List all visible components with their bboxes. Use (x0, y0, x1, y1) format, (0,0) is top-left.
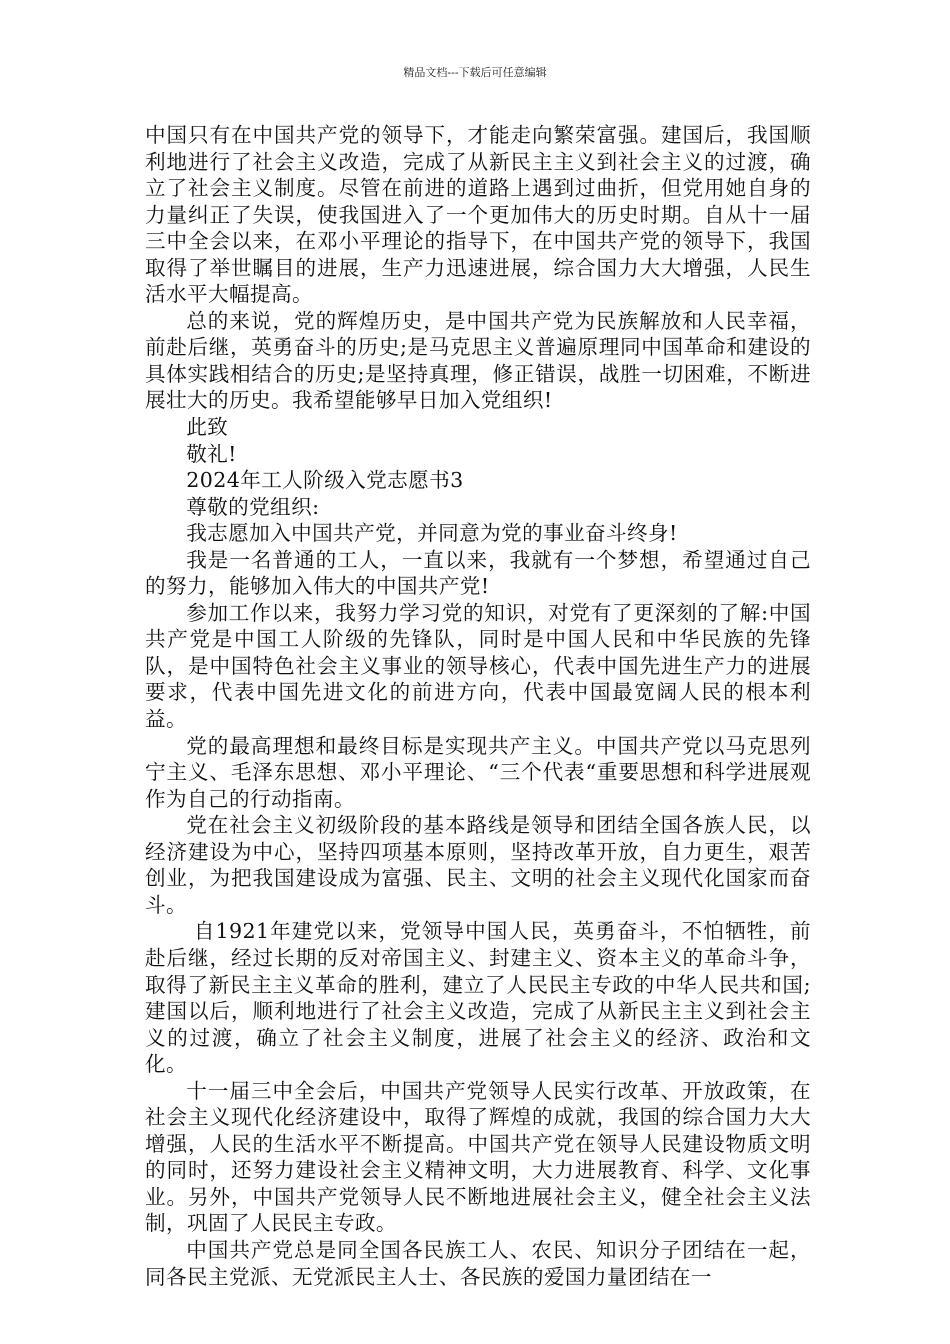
paragraph: 我志愿加入中国共产党，并同意为党的事业奋斗终身! (186, 521, 678, 546)
paragraph: 党的最高理想和最终目标是实现共产主义。中国共产党以马克思列宁主义、毛泽东思想、邓小平理论、“三个代表“重要思想和科学进展观作为自己的行动指南。 (145, 733, 811, 811)
document-body (145, 122, 811, 1290)
paragraph: 党在社会主义初级阶段的基本路线是领导和团结全国各族人民，以经济建设为中心，坚持四项基本原则，坚持改革开放，自力更生，艰苦创业，为把我国建设成为富强、民主、文明的社会主义现代化国家而奋斗。 (145, 813, 811, 917)
paragraph: 自1921年建党以来，党领导中国人民，英勇奋斗，不怕牺牲，前赴后继，经过长期的反对帝国主义、封建主义、资本主义的革命斗争，取得了新民主主义革命的胜利，建立了人民民主专政的中华人民共和国;建国以后，顺利地进行了社会主义改造，完成了从新民主主义到社会主义的过渡，确立了社会主义制度，进展了社会主义的经济、政治和文化。 (145, 919, 811, 1077)
paragraph: 中国共产党总是同全国各民族工人、农民、知识分子团结在一起，同各民主党派、无党派民主人士、各民族的爱国力量团结在一 (145, 1237, 811, 1289)
closing-regards: 敬礼! (186, 441, 237, 466)
paragraph: 我是一名普通的工人，一直以来，我就有一个梦想，希望通过自己的努力，能够加入伟大的中国共产党! (145, 547, 811, 599)
section-title: 2024年工人阶级入党志愿书3 (186, 468, 464, 493)
closing-salutation: 此致 (186, 415, 229, 440)
paragraph: 中国只有在中国共产党的领导下，才能走向繁荣富强。建国后，我国顺利地进行了社会主义改造，完成了从新民主主义到社会主义的过渡，确立了社会主义制度。尽管在前进的道路上遇到过曲折，但党用她自身的力量纠正了失误，使我国进入了一个更加伟大的历史时期。自从十一届三中全会以来，在邓小平理论的指导下，在中国共产党的领导下，我国取得了举世瞩目的进展，生产力迅速进展，综合国力大大增强，人民生活水平大幅提高。 (145, 123, 811, 307)
paragraph: 十一届三中全会后，中国共产党领导人民实行改革、开放政策，在社会主义现代化经济建设中，取得了辉煌的成就，我国的综合国力大大增强，人民的生活水平不断提高。中国共产党在领导人民建设物质文明的同时，还努力建设社会主义精神文明，大力进展教育、科学、文化事业。另外，中国共产党领导人民不断地进展社会主义，健全社会主义法制，巩固了人民民主专政。 (145, 1078, 811, 1236)
page-header: 精品文档---下载后可任意编辑 (403, 66, 547, 79)
letter-greeting: 尊敬的党组织: (186, 494, 320, 519)
paragraph: 总的来说，党的辉煌历史，是中国共产党为民族解放和人民幸福，前赴后继，英勇奋斗的历史;是马克思主义普遍原理同中国革命和建设的具体实践相结合的历史;是坚持真理，修正错误，战胜一切困难，不断进展壮大的历史。我希望能够早日加入党组织! (145, 308, 811, 413)
paragraph: 参加工作以来，我努力学习党的知识，对党有了更深刻的了解:中国共产党是中国工人阶级的先锋队，同时是中国人民和中华民族的先锋队，是中国特色社会主义事业的领导核心，代表中国先进生产力的进展要求，代表中国先进文化的前进方向，代表中国最宽阔人民的根本利益。 (145, 600, 811, 732)
